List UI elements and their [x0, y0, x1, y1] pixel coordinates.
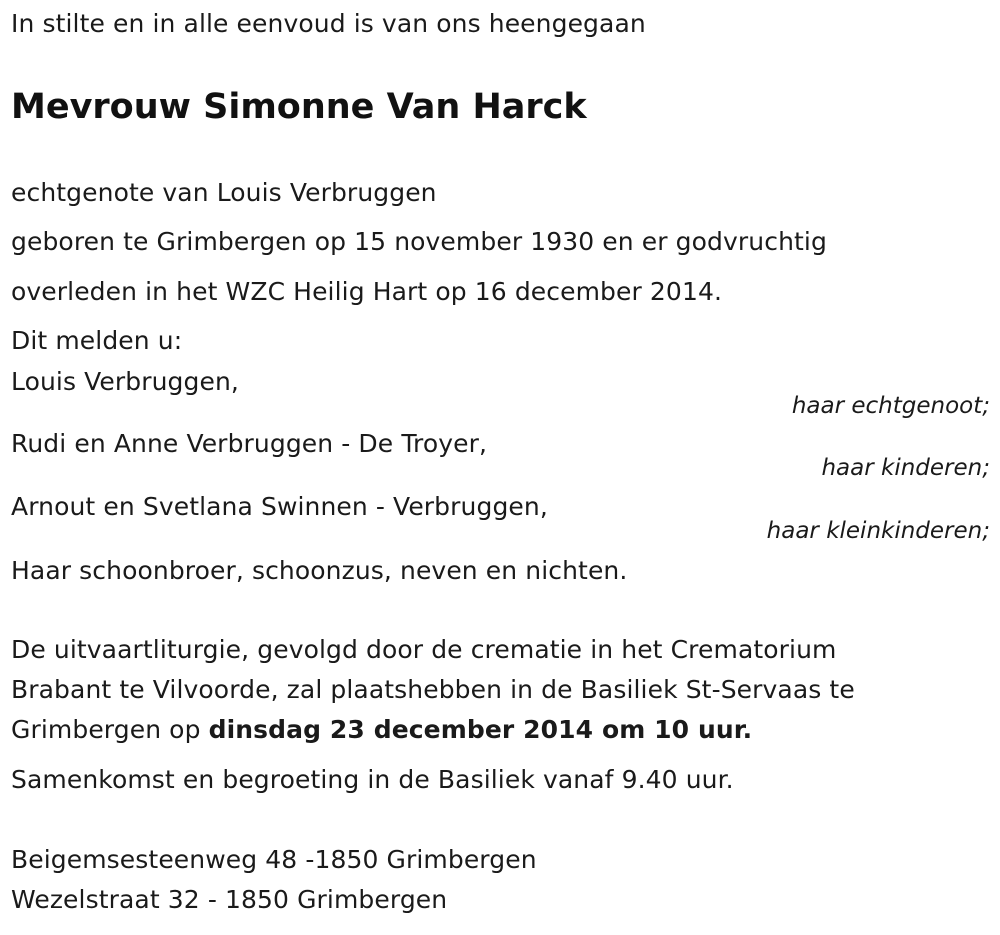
announce-role: haar echtgenoot;: [791, 393, 990, 419]
spouse-line: echtgenote van Louis Verbruggen: [11, 178, 437, 207]
address-line: Beigemsesteenweg 48 -1850 Grimbergen: [11, 845, 537, 874]
gathering-line: Samenkomst en begroeting in de Basiliek vanaf 9.40 uur.: [11, 765, 734, 794]
announce-names: Arnout en Svetlana Swinnen - Verbruggen,: [11, 492, 548, 521]
announce-heading: Dit melden u:: [11, 326, 183, 355]
address-line: Wezelstraat 32 - 1850 Grimbergen: [11, 885, 448, 914]
announce-closing: Haar schoonbroer, schoonzus, neven en nichten.: [11, 556, 628, 585]
announce-names: Rudi en Anne Verbruggen - De Troyer,: [11, 429, 488, 458]
announce-role: haar kinderen;: [821, 455, 990, 481]
funeral-line: Brabant te Vilvoorde, zal plaatshebben in de Basiliek St-Servaas te: [11, 675, 855, 704]
intro-text: In stilte en in alle eenvoud is van ons heengegaan: [11, 9, 646, 38]
funeral-line: De uitvaartliturgie, gevolgd door de crematie in het Crematorium: [11, 635, 837, 664]
funeral-date-prefix: Grimbergen op: [11, 715, 209, 744]
deceased-name: Mevrouw Simonne Van Harck: [11, 87, 587, 127]
announce-names: Louis Verbruggen,: [11, 367, 239, 396]
death-line: overleden in het WZC Heilig Hart op 16 december 2014.: [11, 277, 723, 306]
birth-line: geboren te Grimbergen op 15 november 1930 en er godvruchtig: [11, 227, 827, 256]
funeral-date: dinsdag 23 december 2014 om 10 uur.: [208, 715, 753, 744]
announce-role: haar kleinkinderen;: [766, 518, 990, 544]
funeral-date-line: [11, 715, 752, 745]
